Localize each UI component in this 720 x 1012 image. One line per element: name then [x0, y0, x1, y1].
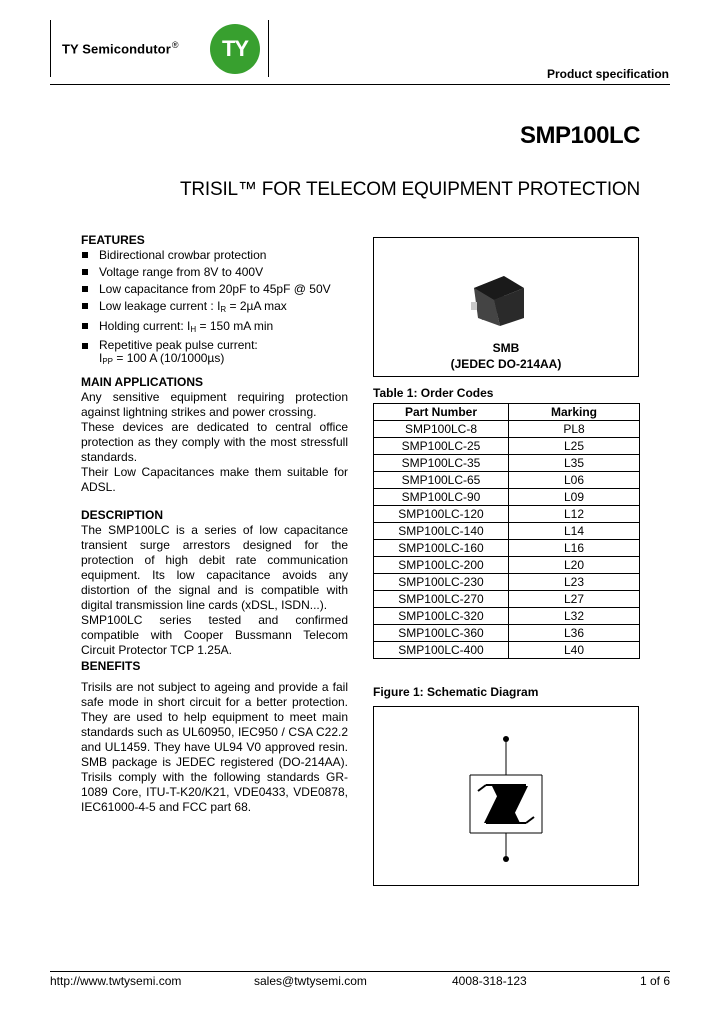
leakage-value: = 2µA max: [226, 299, 287, 313]
pulse-value: = 100 A (10/1000µs): [113, 351, 225, 365]
marking-cell: L20: [509, 557, 640, 574]
table-row: [374, 625, 640, 642]
table-row: [374, 506, 640, 523]
trisil-schematic-icon: [374, 707, 638, 885]
part-number-cell: SMP100LC-360: [374, 625, 509, 642]
table-row: [374, 489, 640, 506]
feature-item-leakage: [81, 299, 348, 317]
benefits-heading: BENEFITS: [81, 659, 141, 673]
feature-text: Bidirectional crowbar protection: [99, 248, 267, 262]
table-header-row: [374, 404, 640, 421]
holding-subscript: H: [190, 325, 197, 334]
pulse-prefix: I: [99, 351, 103, 365]
table-row: [374, 421, 640, 438]
bullet-icon: [82, 343, 88, 349]
leakage-prefix: Low leakage current : I: [99, 299, 221, 313]
holding-value: = 150 mA min: [196, 319, 274, 333]
marking-cell: L09: [509, 489, 640, 506]
part-number-cell: SMP100LC-8: [374, 421, 509, 438]
part-number-cell: SMP100LC-400: [374, 642, 509, 659]
order-codes-table: [373, 403, 640, 659]
package-image-box: [373, 237, 639, 377]
company-name-text: TY Semicondutor: [62, 41, 171, 57]
feature-item: [81, 248, 348, 263]
footer-phone: 4008-318-123: [452, 974, 527, 988]
company-logo: TY: [210, 24, 260, 74]
marking-cell: L27: [509, 591, 640, 608]
feature-text: Voltage range from 8V to 400V: [99, 265, 264, 279]
part-number-cell: SMP100LC-160: [374, 540, 509, 557]
marking-cell: L25: [509, 438, 640, 455]
description-paragraph: SMP100LC series tested and confirmed compatible with Cooper Bussmann Telecom Circuit Protector TCP 1.25A.: [81, 613, 348, 657]
applications-paragraph: Their Low Capacitances make them suitable for ADSL.: [81, 465, 348, 494]
header-divider: [50, 84, 670, 85]
part-number-cell: SMP100LC-140: [374, 523, 509, 540]
marking-cell: L23: [509, 574, 640, 591]
header-left-rule: [50, 20, 51, 77]
document-title: TRISIL™ FOR TELECOM EQUIPMENT PROTECTION: [179, 179, 640, 200]
schematic-caption: Figure 1: Schematic Diagram: [373, 685, 539, 699]
marking-cell: L16: [509, 540, 640, 557]
main-applications-heading: MAIN APPLICATIONS: [81, 375, 203, 389]
part-number-cell: SMP100LC-120: [374, 506, 509, 523]
footer-email[interactable]: sales@twtysemi.com: [254, 974, 367, 988]
marking-cell: L12: [509, 506, 640, 523]
bullet-icon: [82, 303, 88, 309]
table-row: [374, 574, 640, 591]
registered-mark: ®: [171, 40, 179, 50]
smb-package-icon: [374, 238, 638, 376]
marking-cell: L35: [509, 455, 640, 472]
bullet-icon: [82, 269, 88, 275]
feature-item-holding: [81, 319, 348, 337]
footer-website[interactable]: http://www.twtysemi.com: [50, 974, 182, 988]
features-heading: FEATURES: [81, 233, 145, 247]
pulse-label: Repetitive peak pulse current:: [99, 338, 258, 352]
feature-item-pulse: [81, 339, 348, 368]
table-row: [374, 557, 640, 574]
feature-text: Low capacitance from 20pF to 45pF @ 50V: [99, 282, 331, 296]
feature-item: [81, 282, 348, 297]
footer-divider: [50, 971, 670, 972]
order-table-caption: Table 1: Order Codes: [373, 386, 494, 400]
bullet-icon: [82, 252, 88, 258]
part-number-cell: SMP100LC-270: [374, 591, 509, 608]
table-row: [374, 642, 640, 659]
leakage-subscript: R: [220, 305, 227, 314]
part-number-cell: SMP100LC-320: [374, 608, 509, 625]
features-section: [81, 233, 348, 370]
part-number-cell: SMP100LC-90: [374, 489, 509, 506]
benefits-paragraph: Trisils are not subject to ageing and provide a fail safe mode in short circuit for a better protection. They are used to help equipment to meet main standards such as UL60950, IEC950 / CSA C22.2 and UL1459. They have UL94 V0 approved resin. SMB package is JEDEC registered (DO-214AA). Trisils comply with the following standards GR-1089 Core, ITU-T-K20/K21, VDE0433, VDE0878, IEC61000-4-5 and FCC part 68.: [81, 680, 348, 814]
package-name: SMB: [492, 341, 520, 355]
description-heading: DESCRIPTION: [81, 508, 164, 522]
table-row: [374, 523, 640, 540]
table-row: [374, 472, 640, 489]
main-applications-section: [81, 375, 348, 495]
marking-cell: PL8: [509, 421, 640, 438]
holding-prefix: Holding current: I: [99, 319, 191, 333]
description-paragraph: The SMP100LC is a series of low capacitance transient surge arrestors designed for the protection of high debit rate communication equipment. Its low capacitance avoids any distortion of the signal and is compatible with digital transmission line cards (xDSL, ISDN...).: [81, 523, 348, 612]
footer-page-number: 1 of 6: [640, 974, 671, 988]
description-section: [81, 508, 348, 658]
product-specification-label: Product specification: [546, 67, 669, 81]
part-number-cell: SMP100LC-65: [374, 472, 509, 489]
bullet-icon: [82, 286, 88, 292]
pulse-subscript: PP: [102, 357, 114, 366]
table-row: [374, 540, 640, 557]
package-jedec: (JEDEC DO-214AA): [450, 357, 562, 371]
part-number-cell: SMP100LC-35: [374, 455, 509, 472]
features-list: [81, 248, 348, 368]
table-row: [374, 591, 640, 608]
part-number-cell: SMP100LC-230: [374, 574, 509, 591]
marking-cell: L32: [509, 608, 640, 625]
schematic-diagram-box: [373, 706, 639, 886]
part-number-title: SMP100LC: [519, 122, 640, 149]
header-right-rule: [268, 20, 269, 77]
bullet-icon: [82, 323, 88, 329]
part-number-cell: SMP100LC-25: [374, 438, 509, 455]
company-name: [62, 40, 179, 56]
benefits-section: [81, 659, 348, 815]
table-row: [374, 455, 640, 472]
marking-cell: L06: [509, 472, 640, 489]
applications-paragraph: Any sensitive equipment requiring protection against lightning strikes and power crossing.: [81, 390, 348, 419]
marking-cell: L36: [509, 625, 640, 642]
marking-cell: L40: [509, 642, 640, 659]
applications-paragraph: These devices are dedicated to central office protection as they comply with the most stressfull standards.: [81, 420, 348, 464]
column-header-part-number: Part Number: [374, 404, 509, 421]
marking-cell: L14: [509, 523, 640, 540]
table-row: [374, 608, 640, 625]
table-row: [374, 438, 640, 455]
column-header-marking: Marking: [509, 404, 640, 421]
feature-item: [81, 265, 348, 280]
part-number-cell: SMP100LC-200: [374, 557, 509, 574]
